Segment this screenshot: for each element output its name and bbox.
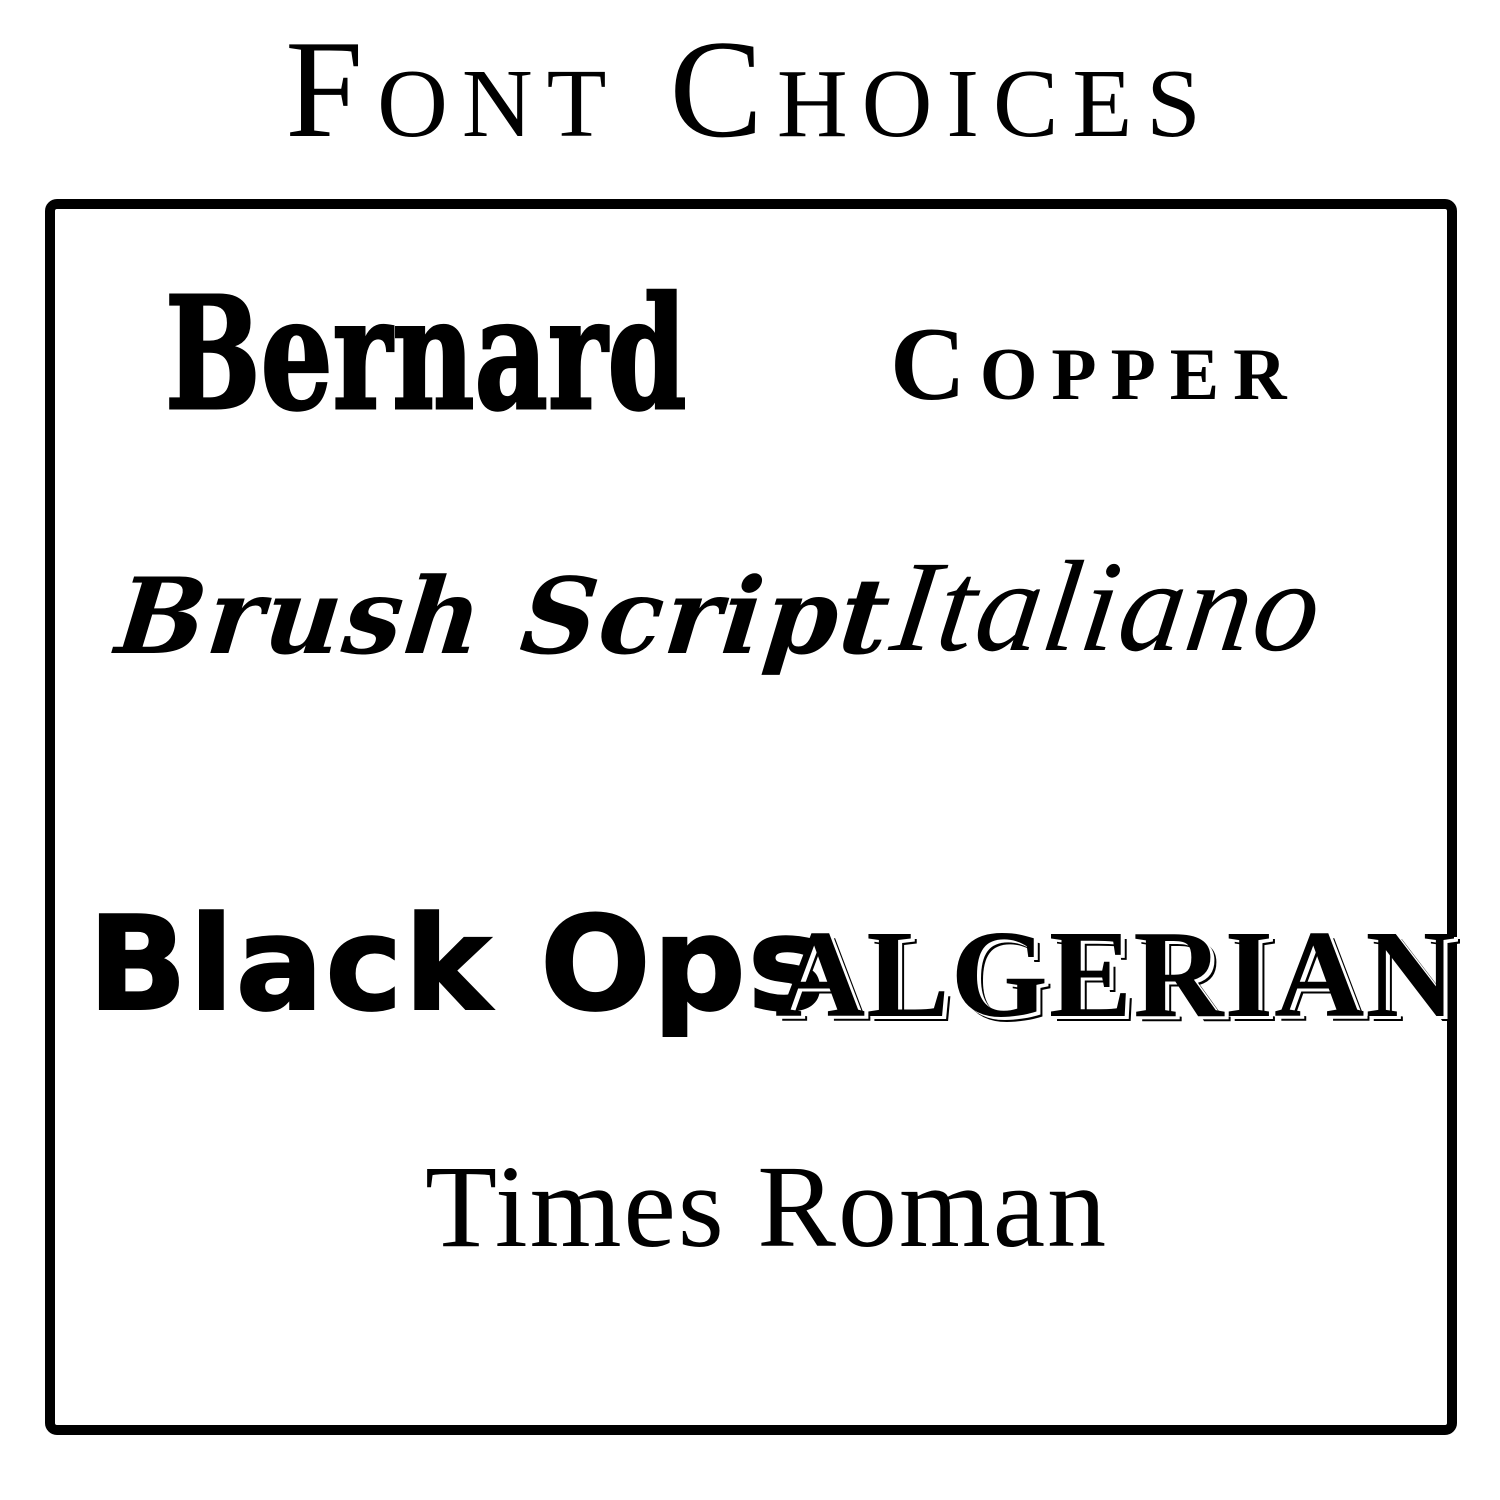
font-sample-copper: Copper	[890, 305, 1301, 422]
font-sample-brush-script: Brush Script	[111, 554, 898, 678]
page-title: Font Choices	[285, 12, 1215, 167]
font-sample-times-roman: Times Roman	[425, 1141, 1109, 1272]
font-sample-algerian: ALGERIAN	[775, 906, 1457, 1044]
font-sample-italiano: Italiano	[884, 535, 1332, 679]
font-sample-black-ops: Black Ops	[88, 888, 828, 1040]
font-sample-bernard: Bernard	[165, 262, 687, 445]
